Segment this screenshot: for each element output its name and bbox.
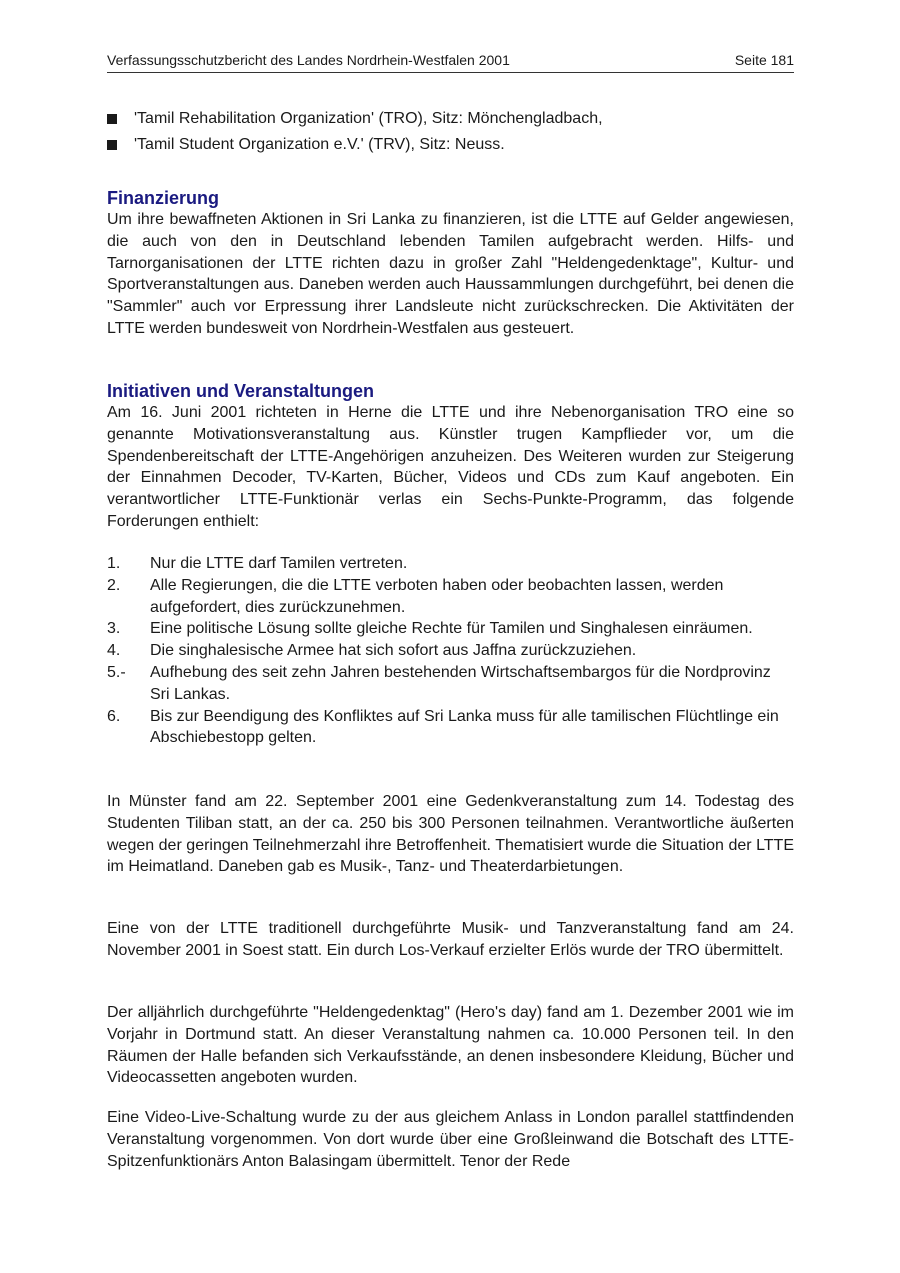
list-number: 2.	[107, 576, 121, 594]
list-number: 4.	[107, 642, 121, 660]
list-item	[107, 640, 794, 662]
section-finanzierung	[107, 187, 794, 340]
header-title: Verfassungsschutzbericht des Landes Nordrhein-Westfalen 2001	[107, 52, 510, 68]
list-number: 1.	[107, 555, 121, 572]
list-item-text: Bis zur Beendigung des Konfliktes auf Sri Lanka muss für alle tamilischen Flüchtlinge ein Abschiebestopp gelten.	[150, 707, 779, 747]
paragraph: In Münster fand am 22. September 2001 eine Gedenkveranstaltung zum 14. Todestag des Studenten Tiliban statt, an der ca. 250 bis 300 Personen teilnahmen. Verantwortliche äußerten wegen der geringen Teilnehmerzahl ihre Betroffenheit. Thematisiert wurde die Situation der LTTE im Heimatland. Daneben gab es Musik-, Tanz- und Theaterdarbietungen.	[107, 793, 794, 876]
paragraph: Am 16. Juni 2001 richteten in Herne die LTTE und ihre Nebenorganisation TRO eine so genannte Motivationsveranstaltung aus. Künstler trugen Kampflieder vor, um die Spendenbereitschaft der LTTE-Angehörigen anzuheizen. Des Weiteren wurden zur Steigerung der Einnahmen Decoder, TV-Karten, Bücher, Videos und CDs zum Kauf angeboten. Ein verantwortlicher LTTE-Funktionär verlas ein Sechs-Punkte-Programm, das folgende Forderungen enthielt:	[107, 404, 794, 530]
list-number: 5.-	[107, 663, 126, 681]
list-item	[107, 662, 794, 706]
square-bullet-icon	[107, 114, 117, 124]
list-item-text: Die singhalesische Armee hat sich sofort aus Jaffna zurückzuziehen.	[150, 642, 637, 660]
list-item-text: Aufhebung des seit zehn Jahren bestehenden Wirtschaftsembargos für die Nordprovinz Sri Lankas.	[150, 663, 771, 703]
list-item	[107, 132, 794, 158]
section-muenster	[107, 791, 794, 878]
page-number: Seite 181	[734, 52, 794, 68]
paragraph: Eine Video-Live-Schaltung wurde zu der aus gleichem Anlass in London parallel stattfindenden Veranstaltung vorgenommen. Von dort wurde über eine Großleinwand die Botschaft des LTTE-Spitzenfunktionärs Anton Balasingam übermittelt. Tenor der Rede	[107, 1109, 794, 1170]
section-soest	[107, 918, 794, 962]
demands-list	[107, 553, 794, 749]
section-heldengedenktag	[107, 1002, 794, 1089]
list-number: 3.	[107, 620, 121, 638]
organization-list	[107, 106, 794, 158]
paragraph: Der alljährlich durchgeführte "Heldengedenktag" (Hero's day) fand am 1. Dezember 2001 wie im Vorjahr in Dortmund statt. An dieser Veranstaltung nahmen ca. 10.000 Personen teil. In den Räumen der Halle befanden sich Verkaufsstände, an denen insbesondere Kleidung, Bücher und Videocassetten angeboten wurden.	[107, 1004, 794, 1087]
list-item	[107, 575, 794, 619]
list-item-text: Nur die LTTE darf Tamilen vertreten.	[150, 555, 408, 572]
square-bullet-icon	[107, 140, 117, 150]
list-item-text: Alle Regierungen, die die LTTE verboten haben oder beobachten lassen, werden aufgefordert, dies zurückzunehmen.	[150, 576, 724, 616]
list-item-text: 'Tamil Student Organization e.V.' (TRV), Sitz: Neuss.	[134, 136, 505, 153]
section-video-live	[107, 1107, 794, 1172]
paragraph: Um ihre bewaffneten Aktionen in Sri Lanka zu finanzieren, ist die LTTE auf Gelder angewiesen, die auch von den in Deutschland lebenden Tamilen aufgebracht werden. Hilfs- und Tarnorganisationen der LTTE richten dazu in großer Zahl "Heldengedenktage", Kultur- und Sportveranstaltungen aus. Daneben werden auch Haussammlungen durchgeführt, bei denen die "Sammler" auch vor Erpressung ihrer Landsleute nicht zurückschrecken. Die Aktivitäten der LTTE werden bundesweit von Nordrhein-Westfalen aus gesteuert.	[107, 211, 794, 337]
paragraph: Eine von der LTTE traditionell durchgeführte Musik- und Tanzveranstaltung fand am 24. November 2001 in Soest statt. Ein durch Los-Verkauf erzielter Erlös wurde der TRO übermittelt.	[107, 920, 794, 959]
list-item	[107, 106, 794, 132]
page-header	[107, 52, 794, 73]
section-heading: Finanzierung	[107, 188, 219, 208]
list-item	[107, 706, 794, 750]
list-item	[107, 618, 794, 640]
list-item-text: 'Tamil Rehabilitation Organization' (TRO), Sitz: Mönchengladbach,	[134, 110, 603, 127]
list-item	[107, 553, 794, 575]
section-initiativen	[107, 380, 794, 533]
list-number: 6.	[107, 707, 121, 725]
list-item-text: Eine politische Lösung sollte gleiche Rechte für Tamilen und Singhalesen einräumen.	[150, 620, 753, 638]
section-heading: Initiativen und Veranstaltungen	[107, 381, 375, 401]
